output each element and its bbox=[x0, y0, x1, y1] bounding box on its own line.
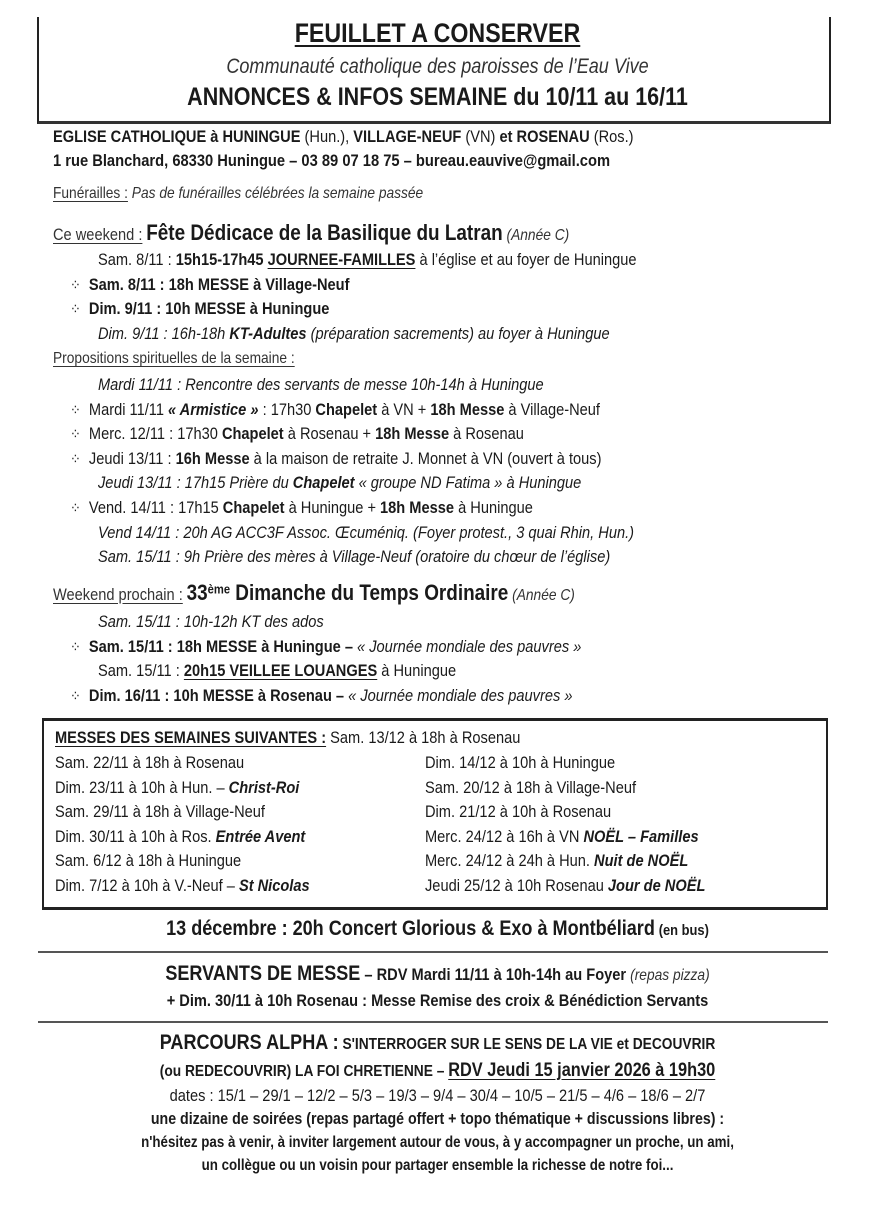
text-run: Dim. 14/12 à 10h à Huningue bbox=[425, 753, 616, 772]
text-run: Sam. 22/11 à 18h à Rosenau bbox=[55, 753, 245, 772]
text-run: à Rosenau + bbox=[283, 424, 376, 444]
funerals-line bbox=[53, 185, 423, 203]
text-run: Jour de NOËL bbox=[607, 876, 706, 895]
church-village-neuf: VILLAGE-NEUF bbox=[353, 127, 462, 146]
mass-entry-left bbox=[55, 876, 310, 896]
text-run: Chapelet bbox=[292, 473, 355, 493]
servants-rdv: – RDV Mardi 11/11 à 10h-14h au Foyer bbox=[360, 965, 631, 984]
text-run: Vend 14/11 : 20h AG ACC3F Assoc. Œcuméniq. (Foyer protest., 3 quai Rhin, Hun.) bbox=[98, 522, 635, 542]
mass-entry-right bbox=[425, 753, 615, 773]
list-item bbox=[70, 686, 572, 706]
text-run: « Journée mondiale des pauvres » bbox=[357, 636, 582, 656]
text-run: Sam. 15/11 : bbox=[98, 661, 184, 680]
text-run: KT-Adultes bbox=[229, 323, 307, 343]
alpha-line-6: un collègue ou un voisin pour partager ensemble la richesse de notre foi... bbox=[201, 1157, 674, 1174]
community-subtitle: Communauté catholique des paroisses de l’Eau Vive bbox=[226, 55, 649, 78]
text-run: Merc. 24/12 à 16h à VN bbox=[425, 826, 584, 846]
separator-2 bbox=[38, 1021, 828, 1023]
church-rosenau-abbr: (Ros.) bbox=[589, 127, 634, 146]
next-weekend-heading bbox=[53, 580, 575, 606]
list-item bbox=[98, 661, 456, 681]
masses-first-entry: Sam. 13/12 à 18h à Rosenau bbox=[330, 728, 521, 747]
next-weekend-label: Weekend prochain : bbox=[53, 585, 183, 604]
text-run: Jeudi 25/12 à 10h Rosenau bbox=[425, 876, 608, 895]
four-dot-diamond-icon: ⁘ bbox=[70, 401, 81, 419]
text-run: 15h15-17h45 bbox=[175, 250, 268, 269]
next-weekend-year: (Année C) bbox=[512, 587, 575, 604]
text-run: Sam. 8/11 : bbox=[98, 250, 176, 269]
text-run: à Huningue bbox=[454, 498, 533, 517]
next-weekend-title: Dimanche du Temps Ordinaire bbox=[230, 580, 509, 605]
list-item bbox=[70, 400, 600, 420]
text-run: Nuit de NOËL bbox=[594, 851, 689, 871]
text-run: « Journée mondiale des pauvres » bbox=[348, 685, 573, 705]
alpha-line-2 bbox=[61, 1060, 814, 1082]
mass-entry-left bbox=[55, 753, 244, 773]
concert-text: 13 décembre : 20h Concert Glorious & Exo à Montbéliard bbox=[166, 917, 655, 940]
this-weekend-year: (Année C) bbox=[506, 227, 570, 244]
church-village-neuf-abbr: (VN) bbox=[461, 127, 500, 146]
text-run: Dim. 21/12 à 10h à Rosenau bbox=[425, 802, 612, 822]
mass-entry-right bbox=[425, 827, 699, 847]
four-dot-diamond-icon: ⁘ bbox=[70, 687, 81, 705]
text-run: Chapelet bbox=[222, 498, 285, 517]
alpha-line-4: une dizaine de soirées (repas partagé offert + topo thématique + discussions libres) : bbox=[150, 1110, 725, 1128]
alpha-title: PARCOURS ALPHA : bbox=[159, 1031, 339, 1054]
text-run: à Huningue + bbox=[284, 498, 381, 517]
text-run: Dim. 23/11 à 10h à Hun. – bbox=[55, 777, 229, 797]
list-item bbox=[98, 523, 634, 543]
contact-address: 1 rue Blanchard, 68330 Huningue – 03 89 07 18 75 – bureau.eauvive@gmail.com bbox=[53, 151, 611, 170]
text-run: Sam. 8/11 : 18h MESSE à Village-Neuf bbox=[88, 274, 350, 294]
list-item bbox=[98, 547, 610, 567]
alpha-rdv: RDV Jeudi 15 janvier 2026 à 19h30 bbox=[448, 1060, 716, 1081]
text-run: 18h Messe bbox=[375, 424, 450, 444]
church-rosenau: ROSENAU bbox=[516, 127, 590, 146]
text-run: 18h Messe bbox=[380, 498, 455, 517]
mass-entry-right bbox=[425, 778, 636, 798]
text-run: Sam. 20/12 à 18h à Village-Neuf bbox=[425, 777, 637, 797]
four-dot-diamond-icon: ⁘ bbox=[70, 638, 81, 656]
conjunction: et bbox=[499, 127, 517, 146]
text-run: Entrée Avent bbox=[215, 826, 306, 846]
alpha-dates: dates : 15/1 – 29/1 – 12/2 – 5/3 – 19/3 – 9/4 – 30/4 – 10/5 – 21/5 – 4/6 – 18/6 – 2/7 bbox=[169, 1086, 706, 1105]
week-heading: ANNONCES & INFOS SEMAINE du 10/11 au 16/11 bbox=[187, 83, 688, 111]
concert-note: (en bus) bbox=[658, 922, 709, 939]
text-run: 20h15 VEILLEE LOUANGES bbox=[183, 661, 378, 680]
list-item bbox=[98, 473, 581, 493]
text-run: « Armistice » bbox=[168, 399, 259, 419]
list-item bbox=[70, 275, 349, 295]
list-item bbox=[98, 250, 637, 270]
text-run: Chapelet bbox=[221, 424, 284, 444]
text-run: à Huningue bbox=[377, 661, 457, 680]
mass-entry-right bbox=[425, 802, 611, 822]
mass-entry-right bbox=[425, 851, 688, 871]
next-weekend-number: 33 bbox=[186, 580, 208, 605]
text-run: 16h Messe bbox=[175, 448, 250, 468]
text-run: Dim. 30/11 à 10h à Ros. bbox=[55, 826, 216, 846]
text-run: Sam. 15/11 : 18h MESSE à Huningue – bbox=[88, 636, 358, 656]
week-section-label: Propositions spirituelles de la semaine : bbox=[53, 350, 295, 367]
list-item bbox=[98, 612, 324, 632]
text-run: St Nicolas bbox=[238, 876, 310, 895]
church-huningue: EGLISE CATHOLIQUE à HUNINGUE bbox=[53, 127, 301, 146]
text-run: JOURNEE-FAMILLES bbox=[267, 250, 416, 269]
servants-line-2: + Dim. 30/11 à 10h Rosenau : Messe Remise des croix & Bénédiction Servants bbox=[166, 991, 709, 1010]
text-run: Mardi 11/11 : Rencontre des servants de messe 10h-14h à Huningue bbox=[98, 375, 544, 394]
text-run: à la maison de retraite J. Monnet à VN (ouvert à tous) bbox=[249, 448, 602, 468]
text-run: Sam. 6/12 à 18h à Huningue bbox=[55, 851, 242, 871]
text-run: Chapelet bbox=[315, 399, 378, 419]
servants-line-1 bbox=[61, 962, 814, 986]
text-run: à l’église et au foyer de Huningue bbox=[415, 250, 637, 269]
text-run: Christ-Roi bbox=[228, 777, 300, 797]
text-run: Dim. 7/12 à 10h à V.-Neuf – bbox=[55, 876, 239, 895]
list-item bbox=[98, 375, 544, 395]
alpha-line1-text: S'INTERROGER SUR LE SENS DE LA VIE et DECOUVRIR bbox=[338, 1036, 716, 1053]
text-run: Merc. 12/11 : 17h30 bbox=[88, 424, 222, 444]
list-item bbox=[70, 498, 533, 518]
text-run: Sam. 29/11 à 18h à Village-Neuf bbox=[55, 802, 265, 822]
funerals-text: Pas de funérailles célébrées la semaine passée bbox=[131, 185, 424, 202]
mass-entry-right bbox=[425, 876, 705, 896]
mass-entry-left bbox=[55, 851, 241, 871]
this-weekend-title: Fête Dédicace de la Basilique du Latran bbox=[146, 220, 503, 245]
text-run: Dim. 16/11 : 10h MESSE à Rosenau – bbox=[88, 685, 349, 705]
four-dot-diamond-icon: ⁘ bbox=[70, 301, 81, 318]
separator-1 bbox=[38, 951, 828, 953]
funerals-label: Funérailles : bbox=[53, 185, 128, 202]
text-run: Sam. 15/11 : 10h-12h KT des ados bbox=[98, 612, 324, 631]
text-run: Sam. 15/11 : 9h Prière des mères à Village-Neuf (oratoire du chœur de l’église) bbox=[98, 547, 611, 567]
this-weekend-heading bbox=[53, 220, 569, 246]
text-run: : 17h30 bbox=[258, 399, 316, 419]
text-run: Merc. 24/12 à 24h à Hun. bbox=[425, 851, 595, 871]
servants-title: SERVANTS DE MESSE bbox=[165, 962, 361, 985]
text-run: Jeudi 13/11 : 17h15 Prière du bbox=[98, 473, 293, 493]
next-weekend-sup: ème bbox=[207, 581, 231, 597]
four-dot-diamond-icon: ⁘ bbox=[70, 426, 81, 444]
alpha-line-1 bbox=[61, 1031, 814, 1055]
text-run: Dim. 9/11 : 16h-18h bbox=[98, 323, 230, 343]
document-title: FEUILLET A CONSERVER bbox=[294, 18, 581, 48]
four-dot-diamond-icon: ⁘ bbox=[70, 500, 81, 517]
text-run: Dim. 9/11 : 10h MESSE à Huningue bbox=[88, 299, 330, 318]
church-huningue-abbr: (Hun.), bbox=[300, 127, 354, 146]
church-names bbox=[53, 127, 634, 147]
masses-title-row bbox=[55, 728, 520, 748]
mass-entry-left bbox=[55, 802, 265, 822]
text-run: Mardi 11/11 bbox=[88, 399, 169, 419]
mass-entry-left bbox=[55, 827, 305, 847]
text-run: Vend. 14/11 : 17h15 bbox=[88, 498, 223, 517]
masses-title: MESSES DES SEMAINES SUIVANTES : bbox=[55, 728, 327, 747]
text-run: (préparation sacrements) au foyer à Huningue bbox=[306, 323, 610, 343]
text-run: à Village-Neuf bbox=[504, 399, 600, 419]
text-run: 18h Messe bbox=[430, 399, 505, 419]
four-dot-diamond-icon: ⁘ bbox=[70, 450, 81, 468]
text-run: à VN + bbox=[377, 399, 431, 419]
alpha-line2-text: (ou REDECOUVRIR) LA FOI CHRETIENNE – bbox=[159, 1063, 449, 1080]
list-item bbox=[70, 299, 329, 319]
text-run: à Rosenau bbox=[449, 424, 524, 444]
list-item bbox=[70, 424, 524, 444]
this-weekend-label: Ce weekend : bbox=[53, 225, 143, 244]
list-item bbox=[70, 449, 601, 469]
mass-entry-left bbox=[55, 778, 299, 798]
servants-note: (repas pizza) bbox=[630, 967, 710, 984]
list-item bbox=[98, 324, 610, 344]
list-item bbox=[70, 637, 581, 657]
four-dot-diamond-icon: ⁘ bbox=[70, 276, 81, 294]
concert-line bbox=[61, 917, 814, 941]
alpha-line-5: n'hésitez pas à venir, à inviter largement autour de vous, à y accompagner un proche, un ami, bbox=[141, 1134, 734, 1151]
text-run: NOËL – Familles bbox=[583, 826, 699, 846]
text-run: « groupe ND Fatima » à Huningue bbox=[354, 473, 582, 493]
text-run: Jeudi 13/11 : bbox=[88, 448, 176, 468]
